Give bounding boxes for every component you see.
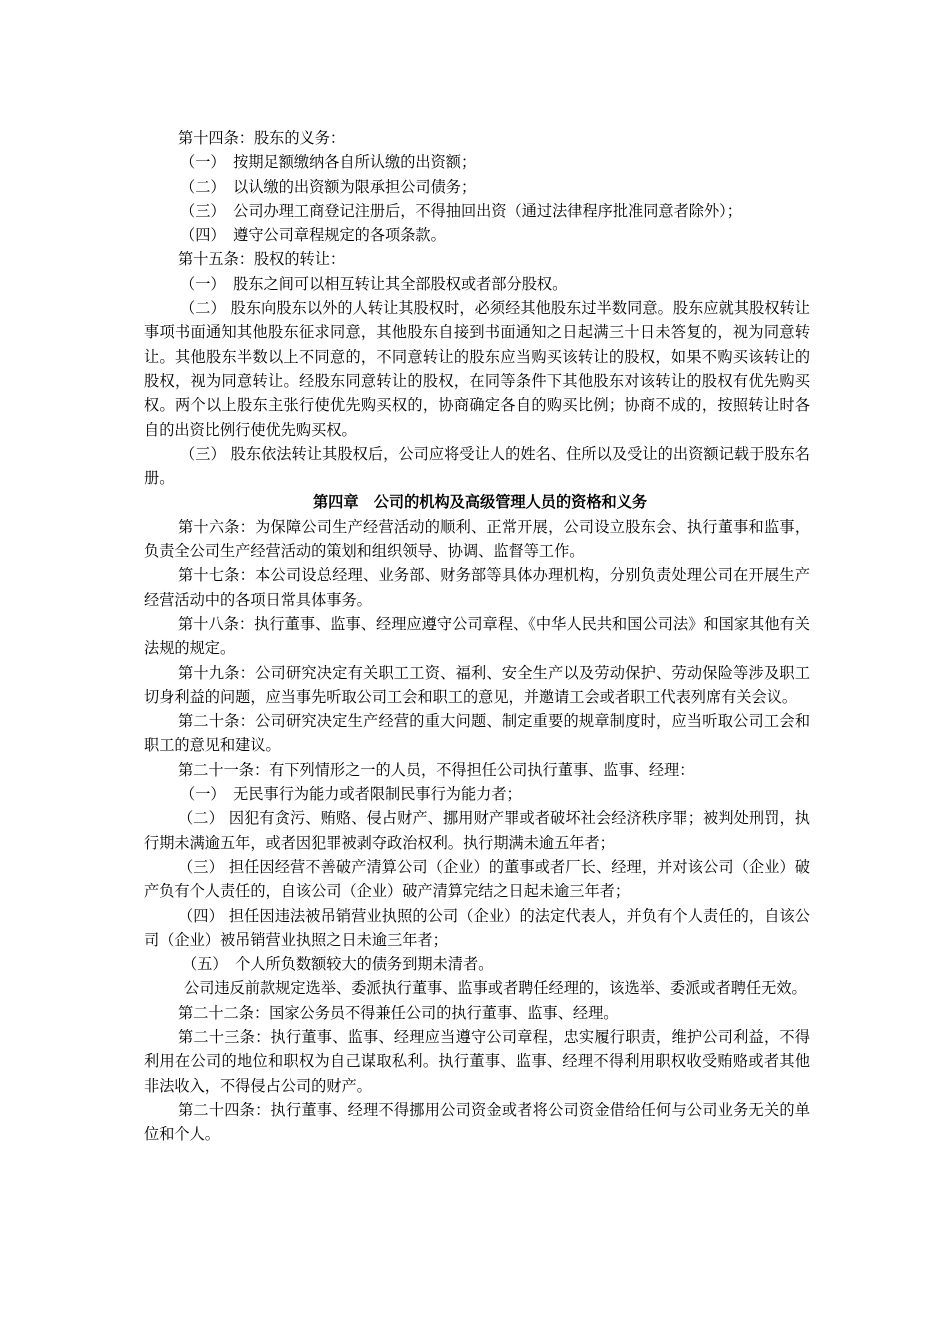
chapter-4-heading: 第四章 公司的机构及高级管理人员的资格和义务 xyxy=(312,493,648,512)
article-24: 第二十四条：执行董事、经理不得挪用公司资金或者将公司资金借给任何与公司业务无关的单位和个人。 xyxy=(144,1100,810,1144)
article-14-item-2: （二） 以认缴的出资额为限承担公司债务； xyxy=(180,177,477,196)
article-21-item-5: （五） 个人所负数额较大的债务到期未清者。 xyxy=(182,955,494,974)
article-15-item-3: （三） 股东依法转让其股权后，公司应将受让人的姓名、住所以及受让的出资额记载于股东名册。 xyxy=(144,444,810,488)
article-15-title: 第十五条：股权的转让： xyxy=(178,250,346,269)
article-21-title: 第二十一条：有下列情形之一的人员，不得担任公司执行董事、监事、经理： xyxy=(178,760,695,779)
article-17: 第十七条：本公司设总经理、业务部、财务部等具体办理机构，分别负责处理公司在开展生产经营活动中的各项日常具体事务。 xyxy=(144,566,810,609)
article-14-item-3: （三） 公司办理工商登记注册后，不得抽回出资（通过法律程序批准同意者除外）； xyxy=(180,201,742,220)
article-21-item-4: （四） 担任因违法被吊销营业执照的公司（企业）的法定代表人，并负有个人责任的，自该公司（企业）被吊销营业执照之日未逾三年者； xyxy=(144,906,810,949)
article-22: 第二十二条：国家公务员不得兼任公司的执行董事、监事、经理。 xyxy=(178,1003,619,1022)
article-21-item-3: （三） 担任因经营不善破产清算公司（企业）的董事或者厂长、经理，并对该公司（企业）破产负有个人责任的，自该公司（企业）破产清算完结之日起未逾三年者； xyxy=(144,857,810,901)
article-14-item-4: （四） 遵守公司章程规定的各项条款。 xyxy=(180,226,446,245)
article-21-item-2: （二） 因犯有贪污、贿赂、侵占财产、挪用财产罪或者破坏社会经济秩序罪；被判处刑罚，执行期未满逾五年，或者因犯罪被剥夺政治权利。执行期满未逾五年者； xyxy=(144,809,810,852)
article-14-title: 第十四条：股东的义务： xyxy=(178,129,346,147)
article-19: 第十九条：公司研究决定有关职工工资、福利、安全生产以及劳动保护、劳动保险等涉及职工切身利益的问题，应当事先听取公司工会和职工的意见，并邀请工会或者职工代表列席有关会议。 xyxy=(144,663,810,706)
article-14-item-1: （一） 按期足额缴纳各自所认缴的出资额； xyxy=(180,153,477,172)
article-23: 第二十三条：执行董事、监事、经理应当遵守公司章程，忠实履行职责，维护公司利益，不得利用在公司的地位和职权为自己谋取私利。执行董事、监事、经理不得利用职权收受贿赂或者其他非法收入，不得侵占公司的财产。 xyxy=(144,1027,810,1095)
article-21-item-1: （一） 无民事行为能力或者限制民事行为能力者； xyxy=(180,785,522,804)
article-15-item-1: （一） 股东之间可以相互转让其全部股权或者部分股权。 xyxy=(180,274,568,293)
article-15-item-2: （二） 股东向股东以外的人转让其股权时，必须经其他股东过半数同意。股东应就其股权转让事项书面通知其他股东征求同意，其他股东自接到书面通知之日起满三十日未答复的，视为同意转让。其他股东半数以上不同意的，不同意转让的股东应当购买该转让的股权，如果不购买该转让的股权，视为同意转让。经股东同意转让的股权，在同等条件下其他股东对该转让的股权有优先购买权。两个以上股东主张行使优先购买权的，协商确定各自的购买比例；协商不成的，按照转让时各自的出资比例行使优先购买权。 xyxy=(144,299,810,439)
article-16: 第十六条：为保障公司生产经营活动的顺利、正常开展，公司设立股东会、执行董事和监事，负责全公司生产经营活动的策划和组织领导、协调、监督等工作。 xyxy=(144,517,810,561)
article-20: 第二十条：公司研究决定生产经营的重大问题、制定重要的规章制度时，应当听取公司工会和职工的意见和建议。 xyxy=(144,712,810,755)
article-18: 第十八条：执行董事、监事、经理应遵守公司章程、《中华人民共和国公司法》和国家其他有关法规的规定。 xyxy=(144,614,810,658)
article-21-note: 公司违反前款规定选举、委派执行董事、监事或者聘任经理的，该选举、委派或者聘任无效。 xyxy=(184,979,807,998)
